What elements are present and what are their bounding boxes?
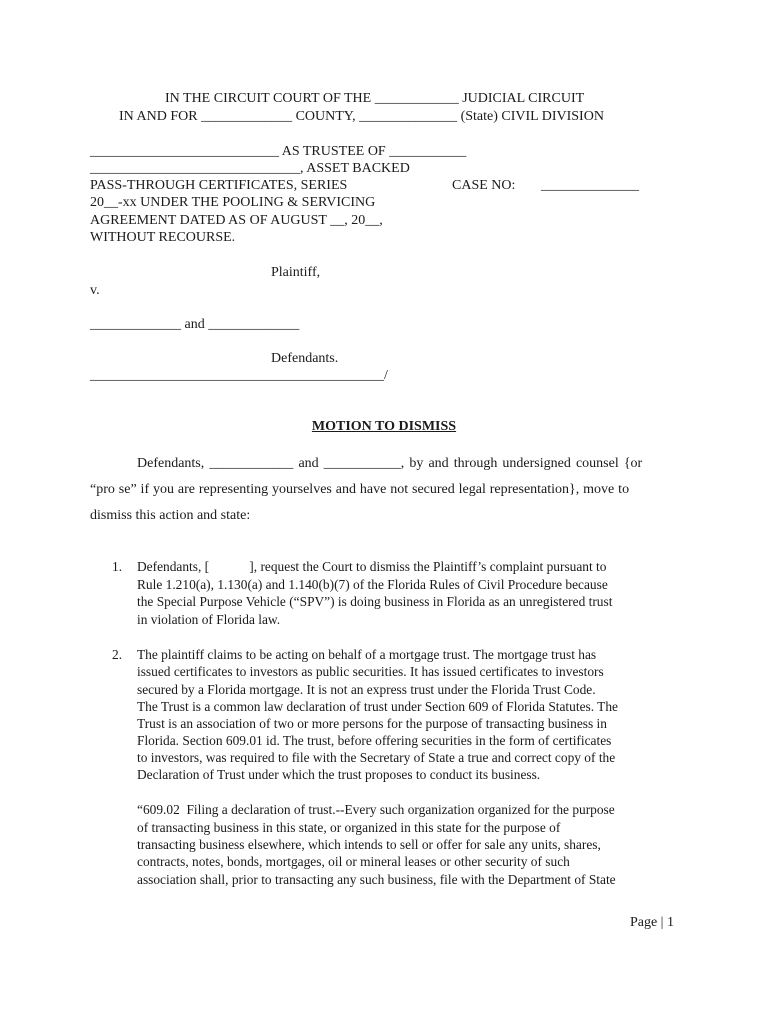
page-number: Page | 1 [629, 915, 674, 930]
intro-line-3: dismiss this action and state: [90, 508, 251, 523]
caption-pooling-line: 20__-xx UNDER THE POOLING & SERVICING [90, 195, 376, 210]
caption-certificates-line: PASS-THROUGH CERTIFICATES, SERIES [90, 178, 348, 193]
intro-line-1: Defendants, ____________ and ___________, by and through undersigned counsel {or [137, 456, 643, 471]
item-1-line-4: in violation of Florida law. [137, 612, 281, 627]
case-no-label: CASE NO: [452, 178, 516, 193]
defendants-label: Defendants. [271, 351, 339, 366]
caption-agreement-line: AGREEMENT DATED AS OF AUGUST __, 20__, [90, 213, 383, 228]
item-2-line-4: The Trust is a common law declaration of trust under Section 609 of Florida Statutes. The [137, 699, 618, 714]
defendants-names-line: _____________ and _____________ [90, 317, 300, 332]
court-header-line-2: IN AND FOR _____________ COUNTY, ______________ (State) CIVIL DIVISION [119, 109, 604, 124]
quote-line-5: association shall, prior to transacting any such business, file with the Department of State [137, 872, 616, 887]
item-2-line-1: The plaintiff claims to be acting on behalf of a mortgage trust. The mortgage trust has [137, 647, 597, 662]
item-2-line-5: Trust is an association of two or more persons for the purpose of transacting business in [137, 716, 607, 731]
caption-trustee-line: ___________________________ AS TRUSTEE OF ___________ [90, 144, 467, 159]
item-2-line-7: to investors, was required to file with the Secretary of State a true and correct copy of the [137, 750, 616, 765]
quote-line-1: “609.02 Filing a declaration of trust.--Every such organization organized for the purpose [137, 802, 615, 817]
item-2-number: 2. [112, 647, 123, 662]
item-1-line-3: the Special Purpose Vehicle (“SPV”) is doing business in Florida as an unregistered trust [137, 594, 613, 609]
quote-line-2: of transacting business in this state, or organized in this state for the purpose of [137, 820, 561, 835]
caption-recourse-line: WITHOUT RECOURSE. [90, 230, 236, 245]
item-1-line-1: Defendants, [ ], request the Court to dismiss the Plaintiff’s complaint pursuant to [137, 559, 607, 574]
item-1-line-2: Rule 1.210(a), 1.130(a) and 1.140(b)(7) of the Florida Rules of Civil Procedure because [137, 577, 608, 592]
item-1-number: 1. [112, 559, 123, 574]
item-2-line-6: Florida. Section 609.01 id. The trust, before offering securities in the form of certificates [137, 733, 612, 748]
item-2-line-8: Declaration of Trust under which the trust proposes to conduct its business. [137, 767, 541, 782]
case-no-value: ______________ [541, 178, 639, 193]
caption-end-line: __________________________________________/ [90, 368, 388, 383]
court-header-line-1: IN THE CIRCUIT COURT OF THE ____________ JUDICIAL CIRCUIT [165, 91, 585, 106]
quote-line-4: contracts, notes, bonds, mortgages, oil or mineral leases or other security of such [137, 854, 570, 869]
item-2-line-3: secured by a Florida mortgage. It is not an express trust under the Florida Trust Code. [137, 682, 596, 697]
versus-label: v. [90, 283, 100, 298]
motion-title: MOTION TO DISMISS [311, 419, 457, 434]
item-2-line-2: issued certificates to investors as public securities. It has issued certificates to investors [137, 664, 604, 679]
caption-asset-backed-line: ______________________________, ASSET BACKED [90, 161, 410, 176]
plaintiff-label: Plaintiff, [271, 265, 321, 280]
intro-line-2: “pro se” if you are representing yourselves and have not secured legal representation}, move to [90, 482, 630, 497]
quote-line-3: transacting business elsewhere, which intends to sell or offer for sale any units, shares, [137, 837, 601, 852]
